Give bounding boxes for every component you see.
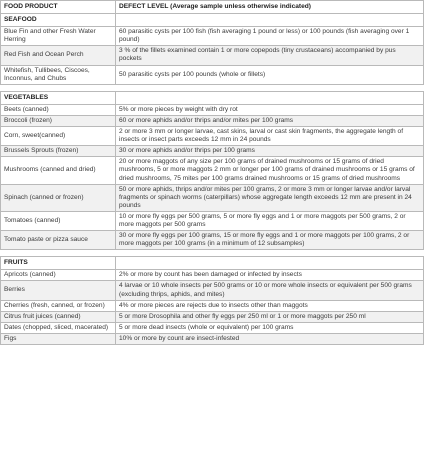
food-product-cell: Brussels Sprouts (frozen) — [1, 146, 116, 157]
section-heading-row — [1, 91, 424, 104]
table-row — [1, 115, 424, 126]
defect-level-cell: 10 or more fly eggs per 500 grams, 5 or more fly eggs and 1 or more maggots per 500 grams, 2 or more maggots per 500 grams — [116, 211, 424, 230]
food-product-cell: Figs — [1, 333, 116, 344]
defect-level-cell: 50 or more aphids, thrips and/or mites per 100 grams, 2 or more 3 mm or longer larvae and/or larval fragments or spinach worms (caterpillars) whose aggregate length exceeds 12 mm are present in 24 pounds — [116, 184, 424, 211]
section-spacer — [1, 84, 424, 91]
table-row — [1, 333, 424, 344]
food-product-cell: Mushrooms (canned and dried) — [1, 157, 116, 184]
section-title-fruits: FRUITS — [1, 257, 116, 270]
section-title-vegetables: VEGETABLES — [1, 91, 116, 104]
food-product-cell: Citrus fruit juices (canned) — [1, 311, 116, 322]
defect-level-cell: 3 % of the fillets examined contain 1 or more copepods (tiny crustaceans) accompanied by pus pockets — [116, 46, 424, 65]
spacer-cell — [1, 250, 116, 257]
table-row — [1, 311, 424, 322]
food-product-cell: Tomato paste or pizza sauce — [1, 231, 116, 250]
defect-level-cell: 5 or more Drosophila and other fly eggs per 250 ml or 1 or more maggots per 250 ml — [116, 311, 424, 322]
defect-level-cell: 20 or more maggots of any size per 100 grams of drained mushrooms or 15 grams of dried mushrooms, 5 or more maggots 2 mm or longer per 100 grams of drained mushrooms or 15 grams of dried mushrooms, 75 mites per 100 grams drained mushrooms or 15 grams of dried mushrooms — [116, 157, 424, 184]
section-title-seafood: SEAFOOD — [1, 14, 116, 27]
spacer-cell — [1, 84, 116, 91]
food-product-cell: Spinach (canned or frozen) — [1, 184, 116, 211]
section-empty-cell — [116, 14, 424, 27]
table-row — [1, 27, 424, 46]
defect-level-cell: 60 parasitic cysts per 100 fish (fish averaging 1 pound or less) or 100 pounds (fish averaging over 1 pound) — [116, 27, 424, 46]
table-row — [1, 157, 424, 184]
table-row — [1, 211, 424, 230]
table-row — [1, 46, 424, 65]
section-heading-row — [1, 14, 424, 27]
section-empty-cell — [116, 91, 424, 104]
table-row — [1, 184, 424, 211]
table-row — [1, 231, 424, 250]
table-row — [1, 281, 424, 300]
header-defect-level: DEFECT LEVEL (Average sample unless otherwise indicated) — [116, 1, 424, 14]
defect-level-cell: 30 or more fly eggs per 100 grams, 15 or more fly eggs and 1 or more maggots per 100 grams, 2 or more maggots per 100 grams (in a minimum of 12 subsamples) — [116, 231, 424, 250]
table-row — [1, 300, 424, 311]
defect-level-cell: 50 parasitic cysts per 100 pounds (whole or fillets) — [116, 65, 424, 84]
table-row — [1, 270, 424, 281]
section-empty-cell — [116, 257, 424, 270]
defect-level-cell: 5 or more dead insects (whole or equivalent) per 100 grams — [116, 322, 424, 333]
defect-level-cell: 2% or more by count has been damaged or infected by insects — [116, 270, 424, 281]
food-product-cell: Broccoli (frozen) — [1, 115, 116, 126]
defect-level-cell: 4 larvae or 10 whole insects per 500 grams or 10 or more whole insects or equivalent per 500 grams (excluding thrips, aphids, and mites) — [116, 281, 424, 300]
spacer-cell — [116, 250, 424, 257]
table-row — [1, 322, 424, 333]
table-row — [1, 146, 424, 157]
section-heading-row — [1, 257, 424, 270]
header-food-product: FOOD PRODUCT — [1, 1, 116, 14]
food-product-cell: Dates (chopped, sliced, macerated) — [1, 322, 116, 333]
table-row — [1, 127, 424, 146]
defect-level-cell: 30 or more aphids and/or thrips per 100 grams — [116, 146, 424, 157]
section-spacer — [1, 250, 424, 257]
food-product-cell: Corn, sweet(canned) — [1, 127, 116, 146]
food-product-cell: Whitefish, Tullibees, Ciscoes, Inconnus, and Chubs — [1, 65, 116, 84]
defect-level-cell: 2 or more 3 mm or longer larvae, cast skins, larval or cast skin fragments, the aggregate length of insects or insect parts exceeds 12 mm in 24 pounds — [116, 127, 424, 146]
defect-level-cell: 5% or more pieces by weight with dry rot — [116, 104, 424, 115]
spacer-cell — [116, 84, 424, 91]
defect-level-cell: 4% or more pieces are rejects due to insects other than maggots — [116, 300, 424, 311]
food-product-cell: Blue Fin and other Fresh Water Herring — [1, 27, 116, 46]
table-row — [1, 104, 424, 115]
food-product-cell: Cherries (fresh, canned, or frozen) — [1, 300, 116, 311]
food-product-cell: Tomatoes (canned) — [1, 211, 116, 230]
table-row — [1, 65, 424, 84]
table-header-row — [1, 1, 424, 14]
food-product-cell: Beets (canned) — [1, 104, 116, 115]
defect-level-cell: 10% or more by count are insect-infested — [116, 333, 424, 344]
food-product-cell: Red Fish and Ocean Perch — [1, 46, 116, 65]
food-product-cell: Berries — [1, 281, 116, 300]
food-product-cell: Apricots (canned) — [1, 270, 116, 281]
defect-level-cell: 60 or more aphids and/or thrips and/or mites per 100 grams — [116, 115, 424, 126]
